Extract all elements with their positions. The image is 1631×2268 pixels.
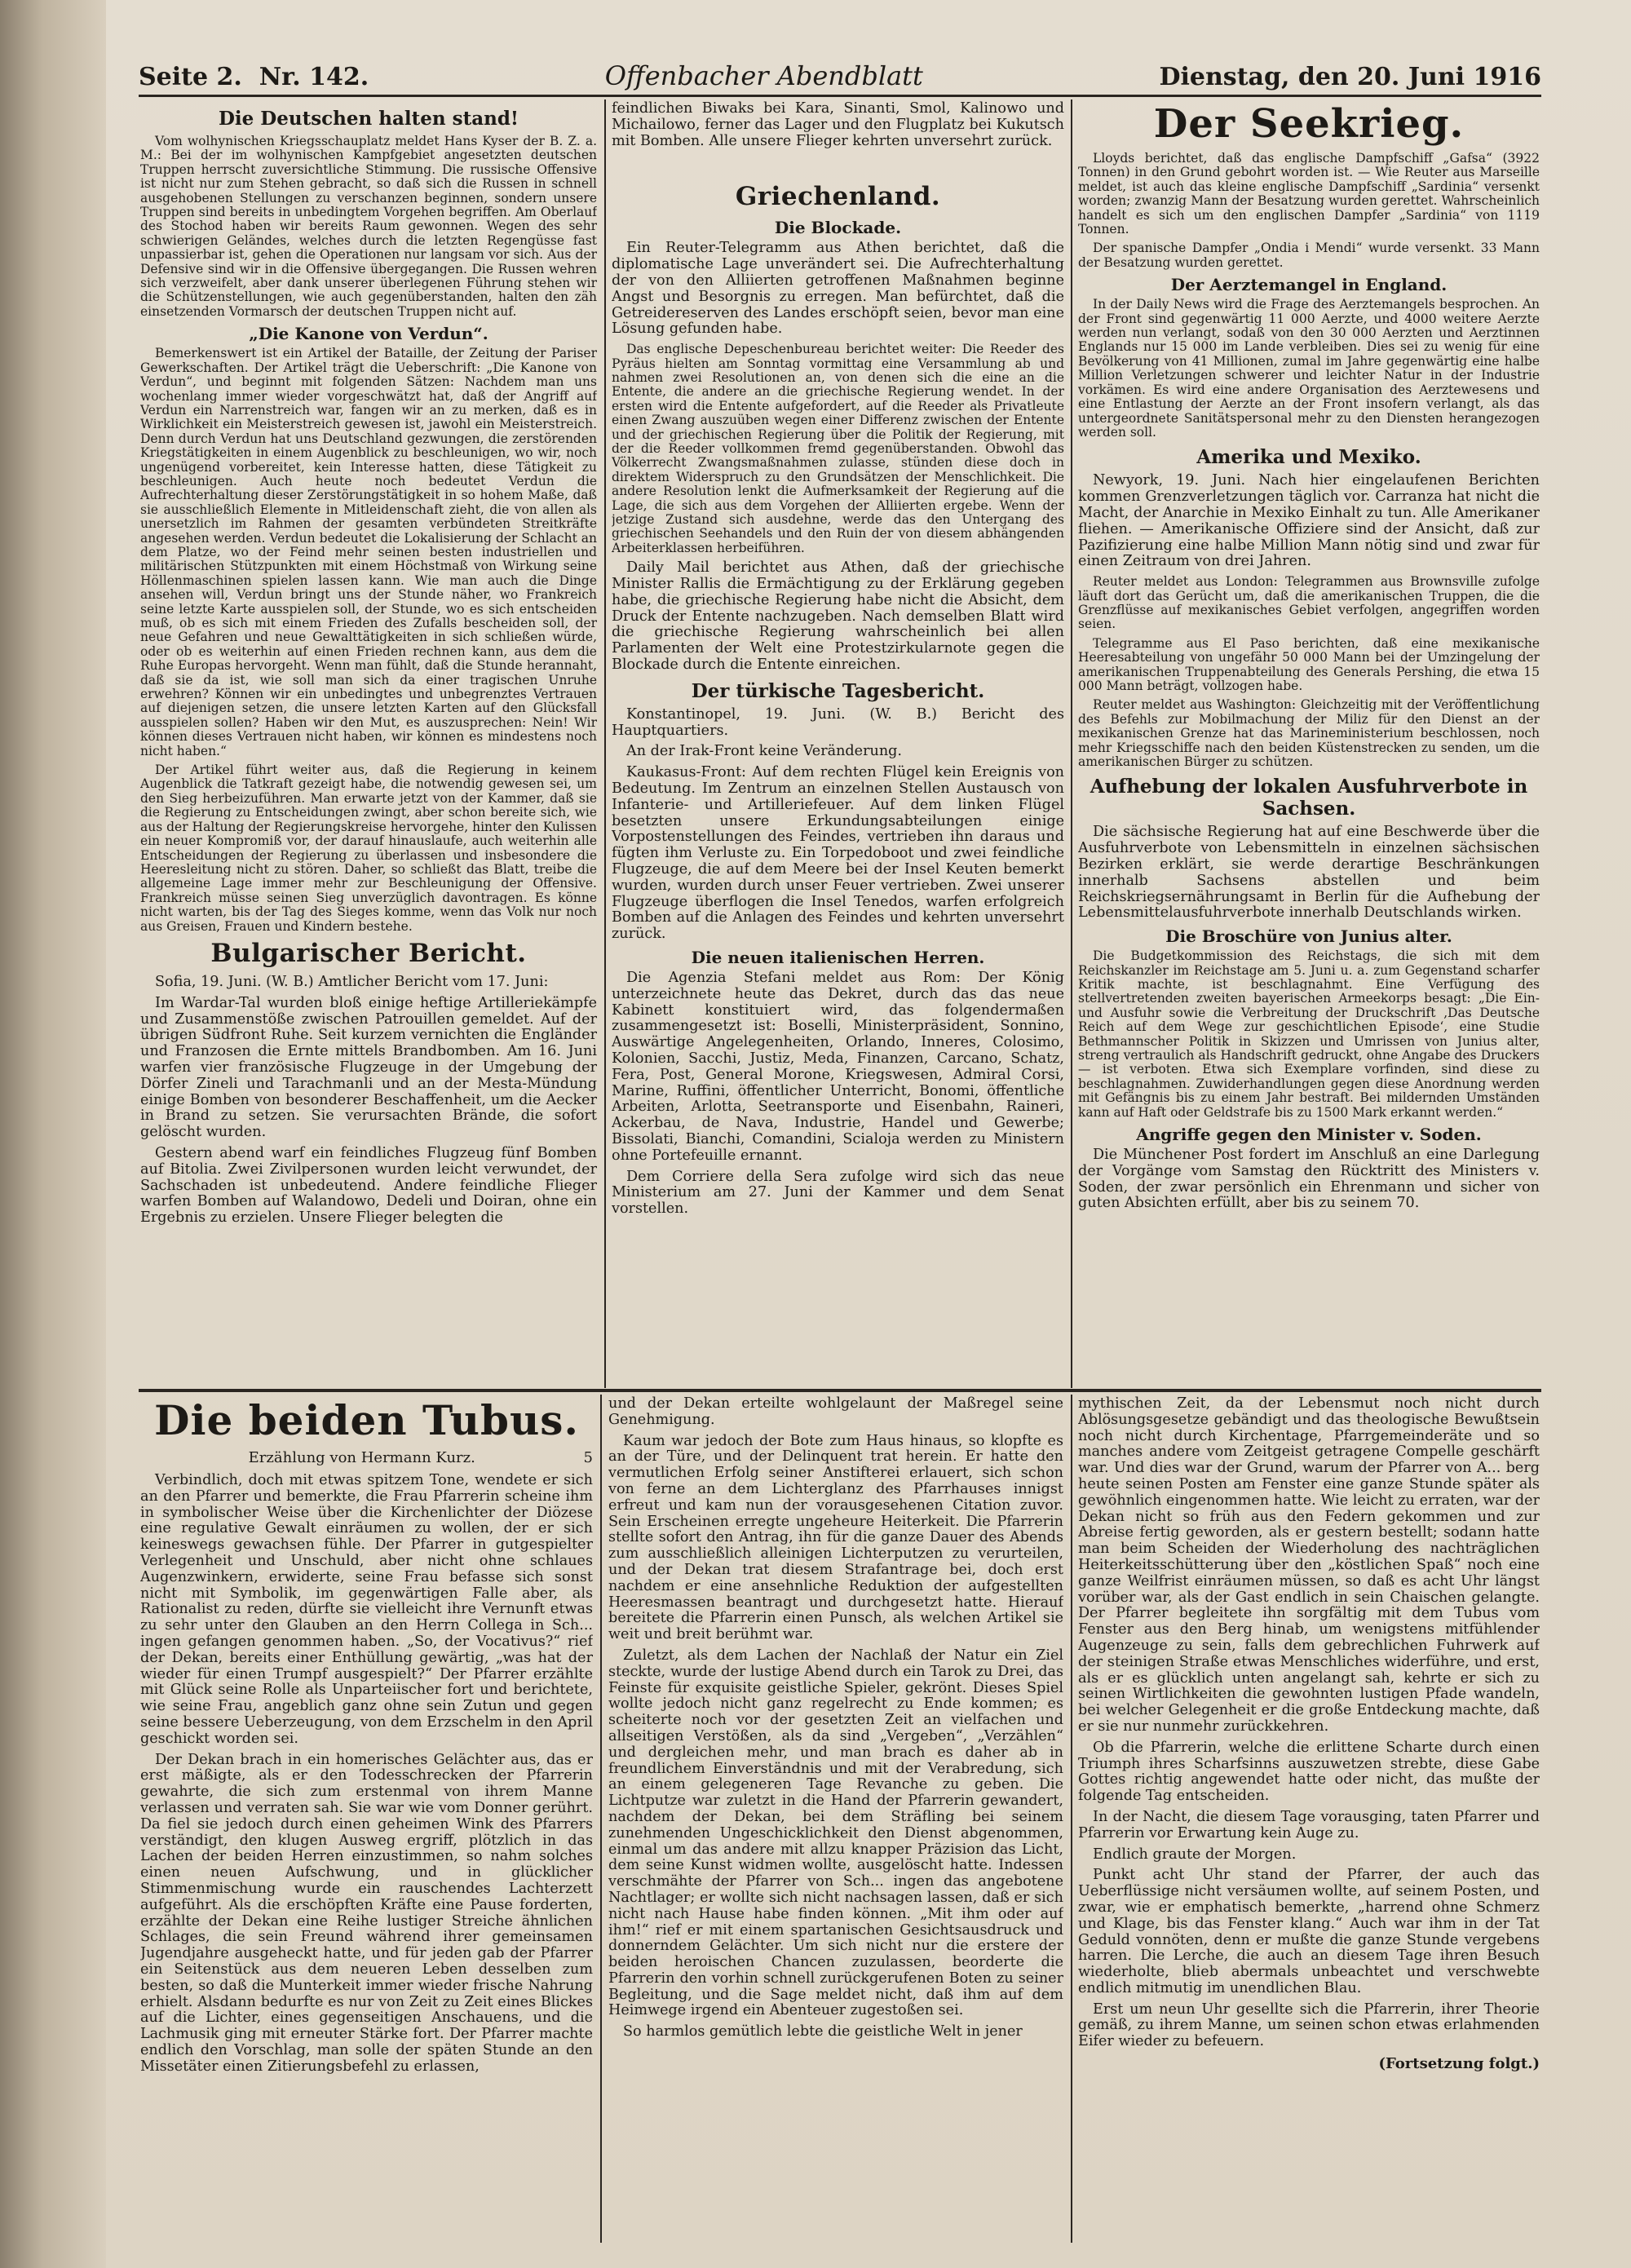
feuilleton-column-1 (140, 1396, 593, 2244)
story-paragraph: So harmlos gemütlich lebte die geistliche Welt in jener (623, 2023, 1023, 2040)
column-3 (1078, 99, 1540, 1386)
headline-deutschen-halten-stand: Die Deutschen halten stand! (218, 108, 519, 130)
header-rule (139, 95, 1541, 97)
article-paragraph: In der Daily News wird die Frage des Aerztemangels besprochen. An der Front sind gegenwärtig 11 000 Aerzte, und 4000 weitere Aerzte werden nun verlangt, sodaß von den 30 000 Aerzten und Aerztinnen Englands nur 15 000 im Lande verbleiben. Dies sei zu wenig für eine Bevölkerung von 41 Millionen, zumal im Jahre gegenwärtig eine halbe Million Verletzungen schwerer und leichter Natur in der Industrie vorkämen. Es wird eine andere Organisation des Aerztewesens und eine Entlastung der Aerzte an der Front insofern verlangt, als das untergeordnete Sanitätspersonal mehr zu den Diensten herangezogen werden soll. (1078, 297, 1540, 440)
feuilleton-column-3 (1078, 1396, 1540, 2244)
story-paragraph: mythischen Zeit, da der Lebensmut noch nicht durch Ablösungsgesetze gebändigt und das theologische Bewußtsein noch nicht durch Kirchentage, Pfarrgemeinderäte und so manches andere vom Zeitgeist getragene Compelle geschärft war. Und dies war der Grund, warum der Pfarrer von A... berg heute seinen Posten am Fenster eine ganze Stunde später als gewöhnlich eingenommen hatte. Wie leicht zu erraten, war der Dekan nicht so früh aus den Federn gekommen und zur Abreise fertig geworden, als er gestern bestellt; sodann hatte man beim Scheiden der Wiederholung des nachträglichen Heiterkeitsschütterung über den „köstlichen Spaß“ noch eine ganze Weilfrist einräumen müssen, so daß es acht Uhr längst vorüber war, als der Gast endlich in sein Chaischen gelangte. Der Pfarrer begleitete ihn sorgfältig mit dem Tubus vom Fenster aus den Berg hinab, um wenigstens mitfühlender Augenzeuge zu sein, falls dem gebrechlichen Fuhrwerk auf der steinigen Straße etwas Menschliches widerführe, und erst, als er es glücklich unten angelangt sah, kehrte er sich zu seinen Wirtlichkeiten die gewohnten lustigen Pfade wandeln, bei welcher Gelegenheit er die große Entdeckung machte, daß er sie nur nunmehr zurückkehren. (1078, 1396, 1540, 1735)
header-date: Dienstag, den 20. Juni 1916 (1159, 63, 1541, 91)
column-2 (612, 101, 1064, 1386)
article-paragraph: Vom wolhynischen Kriegsschauplatz meldet Hans Kyser der B. Z. a. M.: Bei der im wolhynischen Kampfgebiet angesetzten deutschen Truppen herrscht zuversichtliche Stimmung. Die russische Offensive ist nicht nur zum Stehen gebracht, so daß sich die Russen in schnell ausgehobenen Stellungen zu verschanzen beginnen, sondern unsere Truppen sind bereits in unbedingtem Vorgehen begriffen. Am Oberlauf des Stochod haben wir bereits Raum gewonnen. Wegen des sehr schwierigen Geländes, welches durch die letzten Regengüsse fast unpassierbar ist, gehen die Operationen nur langsam vor sich. Aus der Defensive sind wir in die Offensive übergegangen. Die Russen wehren sich verzweifelt, aber dank unserer überlegenen Führung stehen wir die Schützenstellungen, wie auch gegenüberstanden, halten den zäh einsetzenden Vormarsch der deutschen Truppen nicht auf. (140, 134, 597, 319)
article-paragraph: Kaukasus-Front: Auf dem rechten Flügel kein Ereignis von Bedeutung. Im Zentrum an einzelnen Stellen Austausch von Infanterie- und Artilleriefeuer. Auf dem linken Flügel besetzten unsere Erkundungsabteilungen einige Vorpostenstellungen des Feindes, vertrieben ihn daraus und fügten ihm Verluste zu. Ein Torpedoboot und zwei feindliche Flugzeuge, die auf dem Meere bei der Insel Keuten bemerkt wurden, wurden durch unser Feuer vertrieben. Zwei unserer Flugzeuge überflogen die Insel Tenedos, warfen erfolgreich Bomben auf die Anlagen des Feindes und kehrten unversehrt zurück. (612, 764, 1064, 943)
story-paragraph: In der Nacht, die diesem Tage vorausging, taten Pfarrer und Pfarrerin vor Erwartung kein Auge zu. (1078, 1808, 1540, 1841)
article-paragraph: Reuter meldet aus London: Telegrammen aus Brownsville zufolge läuft dort das Gerücht um, daß die amerikanischen Truppen, die die Grenzflüsse auf mexikanisches Gebiet verfolgen, angegriffen worden seien. (1078, 574, 1540, 632)
column-1 (140, 101, 597, 1386)
headline-griechenland: Griechenland. (735, 182, 941, 212)
story-byline: Erzählung von Hermann Kurz. 5 (248, 1449, 593, 1466)
headline-bulgarischer-bericht: Bulgarischer Bericht. (210, 938, 527, 968)
headline-amerika-mexiko: Amerika und Mexiko. (1196, 446, 1421, 469)
article-paragraph: Reuter meldet aus Washington: Gleichzeitig mit der Veröffentlichung des Befehls zur Mobilmachung der Miliz für den Dienst an der mexikanischen Grenze hat das Marineministerium beschlossen, noch mehr Kriegsschiffe nach den beiden Küstenstrecken zu senden, um die amerikanischen Bürger zu schützen. (1078, 697, 1540, 769)
article-paragraph: Der Artikel führt weiter aus, daß die Regierung in keinem Augenblick die Tatkraft gezeigt habe, die notwendig gewesen sei, um den Sieg herbeizuführen. Man erwarte jetzt von der Kammer, daß sie die Regierung zu Entscheidungen zwingt, aber schon bereite sich, wie aus der Haltung der Regierungskreise hervorgehe, hinter den Kulissen ein neuer Kompromiß vor, der darauf hinauslaufe, auch weiterhin alle Entscheidungen der Regierung zu überlassen und insbesondere die Heeresleitung nicht zu stören. Daher, so schließt das Blatt, treibe die allgemeine Lage immer mehr zur Beschleunigung der Offensive. Frankreich müsse seinen Sieg unverzüglich davontragen. Es könne nicht warten, bis der Tag des Sieges komme, wenn das Volk nur noch aus Greisen, Frauen und Kindern bestehe. (140, 763, 597, 934)
continuation-note: (Fortsetzung folgt.) (1378, 2055, 1540, 2073)
story-paragraph: und der Dekan erteilte wohlgelaunt der Maßregel seine Genehmigung. (608, 1396, 1063, 1428)
story-paragraph: Zuletzt, als dem Lachen der Nachlaß der Natur ein Ziel steckte, wurde der lustige Abend durch ein Tarok zu Drei, das Feinste für exquisite geistliche Spieler, gekrönt. Dieses Spiel wollte jedoch nicht ganz regelrecht zu Ende kommen; es scheiterte noch vor der gesetzten Zeit an vielfachen und allseitigen Verstößen, als da sind „Vergeben“, „Verzählen“ und dergleichen mehr, und man brach es daher ab in freundlichem Einverständnis und mit der Verabredung, sich an einem gelegeneren Tage Revanche zu geben. Die Lichtputze war zuletzt in die Hand der Pfarrerin gewandert, nachdem der Dekan, bei dem Sträfling bei seinem zunehmenden Ungeschicklichkeit den Dienst abgenommen, einmal um das andere mit allzu knapper Präzision das Licht, dem seine Kunst widmen wollte, ausgelöscht hatte. Indessen verschmähte der Pfarrer von Sch... ingen das angebotene Nachtlager; er wollte sich nicht nachsagen lassen, daß er sich nicht nach Hause habe finden können. „Mit ihm oder auf ihm!“ rief er mit einem spartanischen Gesichtsausdruck und donnerndem Gelächter. Um sich nicht nur die erstere der beiden heroischen Chancen zuzulassen, beorderte die Pfarrerin den vorhin schnell zurückgerufenen Boten zu seiner Begleitung, und die Sage meldet nicht, daß ihm auf dem Heimwege irgend ein Abenteuer zugestoßen sei. (608, 1647, 1063, 2019)
column-rule-1 (604, 99, 606, 1388)
headline-italienische-herren: Die neuen italienischen Herren. (691, 948, 985, 967)
lower-column-rule-2 (1071, 1395, 1072, 2243)
article-paragraph: Die Münchener Post fordert im Anschluß an eine Darlegung der Vorgänge vom Samstag den Rücktritt des Ministers v. Soden, der zwar persönlich ein Ehrenmann und sicher von guten Absichten erfüllt, aber bis zu seinem 70. (1078, 1147, 1540, 1212)
article-paragraph: Im Wardar-Tal wurden bloß einige heftige Artilleriekämpfe und Zusammenstöße zwischen Patrouillen gemeldet. Auf der übrigen Südfront Ruhe. Seit kurzem vernichten die Engländer und Franzosen die Ernte mittels Brandbomben. Am 16. Juni warfen vier französische Flugzeuge in der Umgebung der Dörfer Zineli und Tarachmanli und an der Mesta-Mündung einige Bomben von besonderer Beschaffenheit, um die Aecker in Brand zu setzen. Sie verursachten Brände, die sofort gelöscht wurden. (140, 994, 597, 1141)
article-paragraph: Der spanische Dampfer „Ondia i Mendi“ wurde versenkt. 33 Mann der Besatzung wurden gerettet. (1078, 241, 1540, 270)
article-paragraph: Die Budgetkommission des Reichstags, die sich mit dem Reichskanzler im Reichstage am 5. Juni u. a. zum Gegenstand scharfer Kritik machte, ist beschlagnahmt. Eine Verfügung des stellvertretenden zweiten bayerischen Armeekorps besagt: „Die Ein- und Ausfuhr sowie die Verbreitung der Druckschrift ‚Das Deutsche Reich auf dem Wege zur geschichtlichen Episode‘, eine Studie Bethmannscher Politik in Skizzen und Umrissen von Junius alter, streng vertraulich als Handschrift gedruckt, ohne Angabe des Druckers — ist verboten. Etwa sich Exemplare vorfinden, sind diese zu beschlagnahmen. Zuwiderhandlungen gegen diese Anordnung werden mit Gefängnis bis zu einem Jahr bestraft. Bei mildernden Umständen kann auf Haft oder Geldstrafe bis zu 1500 Mark erkannt werden.“ (1078, 948, 1540, 1120)
story-instalment-number: 5 (583, 1449, 593, 1466)
article-paragraph: Lloyds berichtet, daß das englische Dampfschiff „Gafsa“ (3922 Tonnen) in den Grund gebohrt worden ist. — Wie Reuter aus Marseille meldet, ist auch das kleine englische Dampfschiff „Sardinia“ versenkt worden; zwanzig Mann der Besatzung wurden gerettet. Wahrscheinlich handelt es sich um den englischen Dampfer „Sardinia“ von 1119 Tonnen. (1078, 151, 1540, 237)
story-paragraph: Kaum war jedoch der Bote zum Haus hinaus, so klopfte es an der Türe, und der Delinquent trat herein. Er hatte den vermutlichen Erfolg seiner Anstifterei erlauert, sich schon von ferne an dem Lichterglanz des Pfarrhauses innigst erfreut und kam nun der vorausgesehenen Citation zuvor. Sein Erscheinen erregte ungeheure Heiterkeit. Die Pfarrerin stellte sofort den Antrag, ihn für die ganze Dauer des Abends zum ausschließlich alleinigen Lichterputzen zu verurteilen, und der Dekan trat diesem Strafantrage bei, doch erst nachdem er eine ansehnliche Reduktion der aufgestellten Heeresmassen beantragt und durchgesetzt hatte. Hierauf bereitete die Pfarrerin einen Punsch, als welchen Artikel sie weit und breit berühmt war. (608, 1432, 1063, 1643)
story-paragraph: Punkt acht Uhr stand der Pfarrer, der auch das Ueberflüssige nicht versäumen wollte, auf seinem Posten, und zwar, wie er emphatisch bemerkte, „harrend ohne Schmerz und Klage, bis das Fenster klang.“ Auch war ihm in der Tat Geduld vonnöten, denn er mußte die ganze Stunde vergebens harren. Die Lerche, die auch an diesem Tage ihren Besuch wiederholte, blieb abermals unbeachtet und verschwebte endlich mitmutig im unendlichen Blau. (1078, 1867, 1540, 1996)
story-paragraph: Der Dekan brach in ein homerisches Gelächter aus, das er erst mäßigte, als er den Todesschrecken der Pfarrerin gewahrte, die sich zum erstenmal von ihrem Manne verlassen und verraten sah. Sie war wie vom Donner gerührt. Da fiel sie jedoch durch einen geheimen Wink des Pfarrers verständigt, den klugen Ausweg ergriff, plötzlich in das Lachen der beiden Herren einzustimmen, so nahm solches einen neuen Aufschwung, und in glücklicher Stimmenmischung wurde ein rauschendes Lachterzett aufgeführt. Als die erschöpften Kräfte eine Pause forderten, erzählte der Dekan eine Reihe lustiger Streiche ähnlichen Schlages, die sein Freund während ihrer gemeinsamen Jugendjahre ausgeheckt hatte, und für jeden gab der Pfarrer ein Seitenstück aus dem neueren Leben desselben zum besten, so daß die Munterkeit immer wieder frische Nahrung erhielt. Alsdann bedurfte es nur von Zeit zu Zeit eines Blickes auf die Lichter, eines gegenseitigen Anschauens, und die Lachmusik ging mit erneuter Stärke fort. Der Pfarrer machte endlich den Vorschlag, man solle der späten Stunde an den Missetäter einen Zitierungsbefehl zu erlassen, (140, 1751, 593, 2075)
article-paragraph: Sofia, 19. Juni. (W. B.) Amtlicher Bericht vom 17. Juni: (155, 973, 549, 990)
story-paragraph: Ob die Pfarrerin, welche die erlittene Scharte durch einen Triumph ihres Scharfsinns auszuwetzen strebte, diese Gabe Gottes richtig angewendet hatte oder nicht, das mußte der folgende Tag entscheiden. (1078, 1739, 1540, 1805)
article-paragraph: Telegramme aus El Paso berichten, daß eine mexikanische Heeresabteilung von ungefähr 50 000 Mann bei der Umzingelung der amerikanischen Truppenabteilung des Generals Pershing, die etwa 15 000 Mann beträgt, vollzogen habe. (1078, 635, 1540, 693)
column-rule-2 (1071, 99, 1072, 1388)
headline-broschuere-junius: Die Broschüre von Junius alter. (1165, 926, 1452, 947)
article-paragraph: Bemerkenswert ist ein Artikel der Bataille, der Zeitung der Pariser Gewerkschaften. Der Artikel trägt die Ueberschrift: „Die Kanone von Verdun“, und beginnt mit folgenden Sätzen: Nachdem man uns wochenlang immer wieder vorgeschwätzt hat, daß der Angriff auf Verdun ein Narrenstreich war, fangen wir an zu merken, daß es in Wirklichkeit ein Meisterstreich gewesen ist, jawohl ein Meisterstreich. Denn durch Verdun hat uns Deutschland gezwungen, die zerstörenden Kriegstätigkeiten in einem Augenblick zu beschleunigen, wo wir, noch ungenügend vorbereitet, kein Interesse hatten, diese Tätigkeit zu beschleunigen. Auch heute noch bedeutet Verdun die Aufrechterhaltung dieser Zerstörungstätigkeit in so hohem Maße, daß sie ausschließlich Elemente in Mitleidenschaft zieht, die von allen als unersetzlich im Rahmen der gesamten verbündeten Streitkräfte angesehen werden. Verdun bedeutet die Lokalisierung der Schlacht an dem Platze, wo der Feind mehr seinen besten industriellen und militärischen Stützpunkten mit einem Höchstmaß von Wirkung seine Höllenmaschinen spielen lassen kann. Wie man auch die Dinge ansehen will, Verdun bringt uns der Stunde näher, wo Frankreich seine letzte Karte ausspielen soll, der Stunde, wo es sich entscheiden muß, ob es sich mit einem Frieden des Zufalls bescheiden soll, der neue Gefahren und neue Gewalttätigkeiten in sich schließen würde, oder ob es weiterhin auf einen Frieden rechnen kann, aus dem die Ruhe Europas hervorgeht. Wenn man fühlt, daß die Stunde herannaht, daß sie da ist, wie soll man sich da einer tragischen Unruhe erwehren? Können wir ein unbedingtes und unbegrenztes Vertrauen auf diejenigen setzen, die unsere letzten Karten auf den Glücksfall ausspielen sollen? Haben wir den Mut, es auszusprechen: Nein! Wir können dieses Vertrauen nicht haben, wir können es mindestens noch nicht haben.“ (140, 346, 597, 758)
headline-aerztemangel: Der Aerztemangel in England. (1170, 275, 1448, 295)
story-paragraph: Endlich graute der Morgen. (1093, 1846, 1297, 1863)
headline-blockade: Die Blockade. (774, 218, 902, 238)
story-title: Die beiden Tubus. (154, 1396, 579, 1444)
headline-minister-soden: Angriffe gegen den Minister v. Soden. (1136, 1125, 1482, 1145)
article-paragraph: Konstantinopel, 19. Juni. (W. B.) Bericht des Hauptquartiers. (612, 705, 1064, 739)
article-paragraph: Die Agenzia Stefani meldet aus Rom: Der König unterzeichnete heute das Dekret, durch das das neue Kabinett konstituiert wird, das folgendermaßen zusammengesetzt ist: Boselli, Ministerpräsident, Sonnino, Auswärtige Angelegenheiten, Orlando, Inneres, Colosimo, Kolonien, Sacchi, Justiz, Meda, Finanzen, Carcano, Schatz, Fera, Post, General Morone, Kriegswesen, Admiral Corsi, Marine, Ruffini, öffentlicher Unterricht, Bonomi, öffentliche Arbeiten, Arlotta, Seetransporte und Eisenbahn, Raineri, Ackerbau, de Nava, Industrie, Handel und Gewerbe; Bissolati, Bianchi, Comandini, Scialoja werden zu Ministern ohne Portefeuille ernannt. (612, 970, 1064, 1164)
article-paragraph: Newyork, 19. Juni. Nach hier eingelaufenen Berichten kommen Grenzverletzungen täglich vor. Carranza hat nicht die Macht, der Anarchie in Mexiko Einhalt zu tun. Alle Amerikaner fliehen. — Amerikanische Offiziere sind der Ansicht, daß zur Pazifizierung eine halbe Million Mann nötig sind und zwar für einen Zeitraum von drei Jahren. (1078, 472, 1540, 570)
page-header (139, 59, 1541, 91)
feuilleton-column-2 (608, 1396, 1063, 2244)
headline-ausfuhrverbote-sachsen: Aufhebung der lokalen Ausfuhrverbote in Sachsen. (1090, 776, 1528, 820)
binding-edge (0, 0, 106, 2268)
story-paragraph: Verbindlich, doch mit etwas spitzem Tone, wendete er sich an den Pfarrer und bemerkte, die Frau Pfarrerin scheine ihm in symbolischer Weise über die Kirchenlichter der Diözese eine regulative Gewalt einräumen zu wollen, der er sich keineswegs gewachsen fühle. Der Pfarrer in gutgespielter Verlegenheit und Unschuld, aber nicht ohne schlaues Augenzwinkern, erwiderte, seine Frau befasse sich sonst nicht mit Symbolik, im gegenwärtigen Falle aber, als Rationalist zu reden, dürfte sie vielleicht ihre Vernunft etwas zu sehr unter den Glauben an den Herrn Collega in Sch... ingen gefangen genommen haben. „So, der Vocativus?“ rief der Dekan, bereits einer Enthüllung gewärtig, „was hat der wieder für einen Trumpf ausgespielt?“ Der Pfarrer erzählte mit Glück seine Rolle als Unparteiischer fort und berichtete, wie seine Frau, angeblich ganz ohne sein Zutun und gegen seine bessere Ueberzeugung, von dem Erzschelm in den April geschickt worden sei. (140, 1472, 593, 1747)
header-paper-name: Offenbacher Abendblatt (604, 60, 923, 91)
article-paragraph: Dem Corriere della Sera zufolge wird sich das neue Ministerium am 27. Juni der Kammer und dem Senat vorstellen. (612, 1168, 1064, 1218)
headline-kanone-verdun: „Die Kanone von Verdun“. (249, 324, 488, 344)
article-paragraph: An der Irak-Front keine Veränderung. (626, 743, 903, 760)
headline-seekrieg: Der Seekrieg. (1153, 101, 1465, 147)
section-rule (139, 1389, 1541, 1392)
article-paragraph: Daily Mail berichtet aus Athen, daß der griechische Minister Rallis die Ermächtigung zu der Erklärung gegeben habe, die griechische Regierung habe nicht die Absicht, dem Druck der Entente nachzugeben. Nach demselben Blatt wird die griechische Regierung wahrscheinlich bei allen Parlamenten der Welt eine Protestzirkularnote gegen die Blockade durch die Entente einreichen. (612, 559, 1064, 674)
story-paragraph: Erst um neun Uhr gesellte sich die Pfarrerin, ihrer Theorie gemäß, zu ihrem Manne, um seinen schon etwas erlahmenden Eifer wieder zu befeuern. (1078, 2001, 1540, 2050)
article-paragraph: Das englische Depeschenbureau berichtet weiter: Die Reeder des Pyräus hielten am Sonntag vormittag eine Versammlung ab und nahmen zwei Resolutionen an, von denen sich die eine an die Entente, die andere an die griechische Regierung wendet. In der ersten wird die Entente aufgefordert, auf die Reeder als Privatleute einen Zwang auszuüben wegen einer Differenz zwischen der Entente und der griechischen Regierung über die Politik der Regierung, mit der die Reeder vollkommen fremd gegenüberstanden. Obwohl das Völkerrecht Zwangsmaßnahmen zulasse, stünden diese doch in direktem Widerspruch zu den Grundsätzen der Menschlichkeit. Die andere Resolution lenkt die Aufmerksamkeit der Regierung auf die Lage, die sich aus dem Vorgehen der Alliierten ergebe. Wenn der jetzige Zustand sich ausdehne, werde das den Untergang des griechischen Seehandels und den Ruin der von diesem abhängenden Arbeiterklassen herbeiführen. (612, 342, 1064, 555)
article-paragraph: Die sächsische Regierung hat auf eine Beschwerde über die Ausfuhrverbote von Lebensmitteln in einzelnen sächsischen Bezirken erklärt, sie werde derartige Beschränkungen innerhalb Sachsens abstellen und beim Reichskriegsernährungsamt in Berlin für die Aufhebung der Lebensmittelausfuhrverbote innerhalb Deutschlands wirken. (1078, 824, 1540, 922)
article-paragraph: Gestern abend warf ein feindliches Flugzeug fünf Bomben auf Bitolia. Zwei Zivilpersonen wurden leicht verwundet, der Sachschaden ist unbedeutend. Andere feindliche Flieger warfen Bomben auf Walandowo, Dedeli und Doiran, ohne ein Ergebnis zu erzielen. Unsere Flieger belegten die (140, 1144, 597, 1227)
article-paragraph: Ein Reuter-Telegramm aus Athen berichtet, daß die diplomatische Lage unverändert sei. Die Aufrechterhaltung der von den Alliierten getroffenen Maßnahmen beginne Angst und Besorgnis zu erregen. Man befürchtet, daß die Getreidereserven des Landes erschöpft seien, bevor man eine Lösung gefunden habe. (612, 240, 1064, 338)
header-page-number: Seite 2. Nr. 142. (139, 63, 369, 91)
article-paragraph: feindlichen Biwaks bei Kara, Sinanti, Smol, Kalinowo und Michailowo, ferner das Lager und den Flugplatz bei Kukutsch mit Bomben. Alle unsere Flieger kehrten unversehrt zurück. (612, 101, 1064, 149)
headline-tuerkischer-tagesbericht: Der türkische Tagesbericht. (691, 679, 985, 702)
lower-column-rule-1 (600, 1395, 602, 2243)
